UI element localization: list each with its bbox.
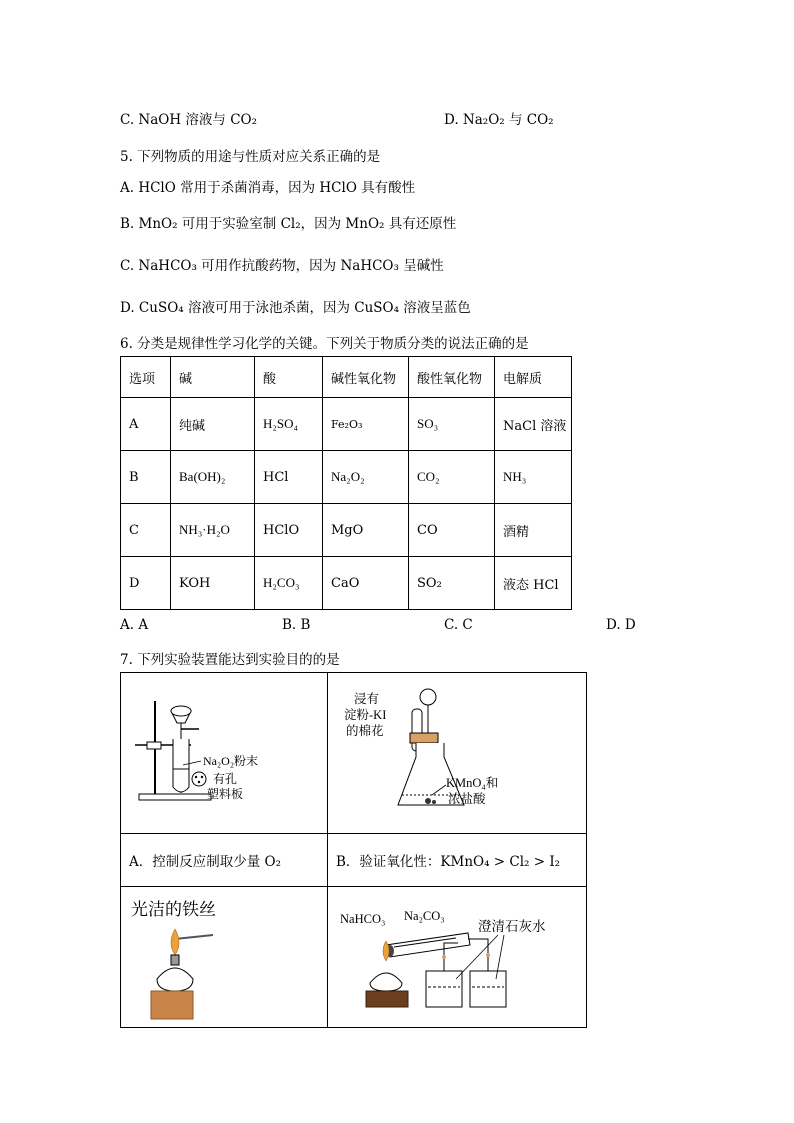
figure-a-caption: A．控制反应制取少量 O₂ [121,834,328,887]
figure-c-label-1: 光洁的铁丝 [131,900,216,919]
figure-b-label-5: 浓盐酸 [448,792,486,806]
header-cell: 酸性氧化物 [409,357,495,398]
figure-d-label-3: 澄清石灰水 [478,919,546,934]
table-header-row [121,357,572,398]
header-cell: 选项 [121,357,171,398]
header-cell: 电解质 [495,357,572,398]
apparatus-table [120,672,587,1028]
table-cell: Fe₂O₃ [323,398,409,451]
table-cell: CaO [323,557,409,610]
table-cell: H₂SO₄ [255,398,323,451]
table-cell: Na₂O₂ [323,451,409,504]
table-cell: A [121,398,171,451]
carbonate-heating-diagram [328,887,586,1023]
table-cell: NH₃ [495,451,572,504]
table-cell: CO [409,504,495,557]
table-row [121,557,572,610]
figure-b-cell [328,673,587,834]
q5-option-b: B. MnO₂ 可用于实验室制 Cl₂，因为 MnO₂ 具有还原性 [120,216,457,232]
table-row [121,451,572,504]
classification-table [120,356,572,610]
figure-b-label-2: 淀粉-KI [344,708,387,722]
q6-option-d: D. D [606,617,636,633]
table-cell: D [121,557,171,610]
oxygen-apparatus-diagram [121,673,327,829]
table-cell: 酒精 [495,504,572,557]
table-row [121,504,572,557]
table-cell: MgO [323,504,409,557]
table-cell: HClO [255,504,323,557]
q5-stem: 5. 下列物质的用途与性质对应关系正确的是 [120,149,381,165]
table-cell: H₂CO₃ [255,557,323,610]
table-cell: HCl [255,451,323,504]
q6-option-c: C. C [444,617,473,633]
figure-a-cell [121,673,328,834]
figure-c-cell [121,887,328,1028]
header-cell: 碱性氧化物 [323,357,409,398]
q5-option-c: C. NaHCO₃ 可用作抗酸药物，因为 NaHCO₃ 呈碱性 [120,258,444,274]
figure-b-label-4: KMnO₄和 [446,776,499,790]
header-cell: 酸 [255,357,323,398]
figure-a-label-2: 有孔 [213,772,238,786]
chlorine-oxidation-diagram [328,673,586,829]
table-cell: CO₂ [409,451,495,504]
q6-option-b: B. B [282,617,311,633]
table-cell: 纯碱 [171,398,255,451]
q6-stem: 6. 分类是规律性学习化学的关键。下列关于物质分类的说法正确的是 [120,336,529,352]
table-row [121,398,572,451]
figure-b-label-1: 浸有 [354,692,380,706]
table-cell: KOH [171,557,255,610]
table-cell: SO₂ [409,557,495,610]
iron-wire-flame-diagram [121,887,327,1023]
table-cell: 液态 HCl [495,557,572,610]
table-cell: NH₃·H₂O [171,504,255,557]
figure-a-label-3: 塑料板 [207,787,244,801]
figure-d-cell [328,887,587,1028]
figure-b-label-3: 的棉花 [346,724,384,738]
figure-a-label-1: Na₂O₂粉末 [203,754,259,768]
table-cell: C [121,504,171,557]
q6-option-a: A. A [120,617,149,633]
q4-option-d: D. Na₂O₂ 与 CO₂ [444,112,554,128]
figure-d-label-2: Na₂CO₃ [404,909,445,923]
table-cell: SO₃ [409,398,495,451]
header-cell: 碱 [171,357,255,398]
q7-stem: 7. 下列实验装置能达到实验目的的是 [120,652,340,668]
table-cell: Ba(OH)₂ [171,451,255,504]
table-cell: NaCl 溶液 [495,398,572,451]
figure-b-caption: B．验证氧化性：KMnO₄ > Cl₂ > I₂ [328,834,587,887]
figure-d-label-1: NaHCO₃ [340,912,386,926]
q5-option-d: D. CuSO₄ 溶液可用于泳池杀菌，因为 CuSO₄ 溶液呈蓝色 [120,300,471,316]
table-cell: B [121,451,171,504]
q5-option-a: A. HClO 常用于杀菌消毒，因为 HClO 具有酸性 [120,180,416,196]
q4-option-c: C. NaOH 溶液与 CO₂ [120,112,258,128]
